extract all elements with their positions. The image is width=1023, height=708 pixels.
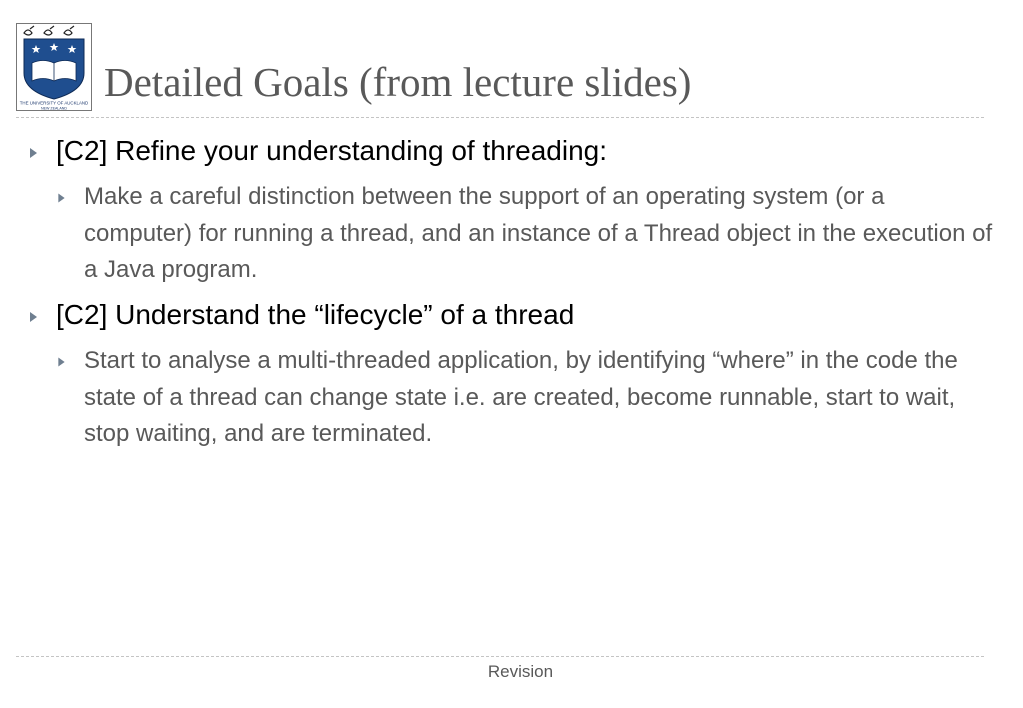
footer-divider (16, 656, 984, 657)
footer-label: Revision (487, 662, 554, 681)
sub-bullet-arrow-icon (58, 194, 64, 203)
slide-title: Detailed Goals (from lecture slides) (104, 59, 692, 105)
footer (0, 662, 1023, 682)
title-divider (16, 117, 984, 118)
sub-bullet-text: Make a careful distinction between the support of an operating system (or a computer) for running a thread, and an instance of a Thread object in the execution of a Java program. (84, 183, 993, 283)
university-crest-logo (16, 23, 92, 111)
sub-bullet-text: Start to analyse a multi-threaded application, by identifying “where” in the code the state of a thread can change state i.e. are created, become runnable, start to wait, stop waiting, and are terminated. (84, 347, 958, 447)
bullet-text: [C2] Refine your understanding of threading: (56, 135, 608, 166)
logo-text-line2: NEW ZEALAND (41, 106, 67, 111)
bullet-arrow-icon (30, 148, 37, 158)
bullet-arrow-icon (30, 312, 37, 322)
sub-bullet-arrow-icon (58, 358, 64, 367)
bullet-text: [C2] Understand the “lifecycle” of a thread (56, 299, 575, 330)
logo-text-line1: THE UNIVERSITY OF AUCKLAND (19, 100, 89, 106)
